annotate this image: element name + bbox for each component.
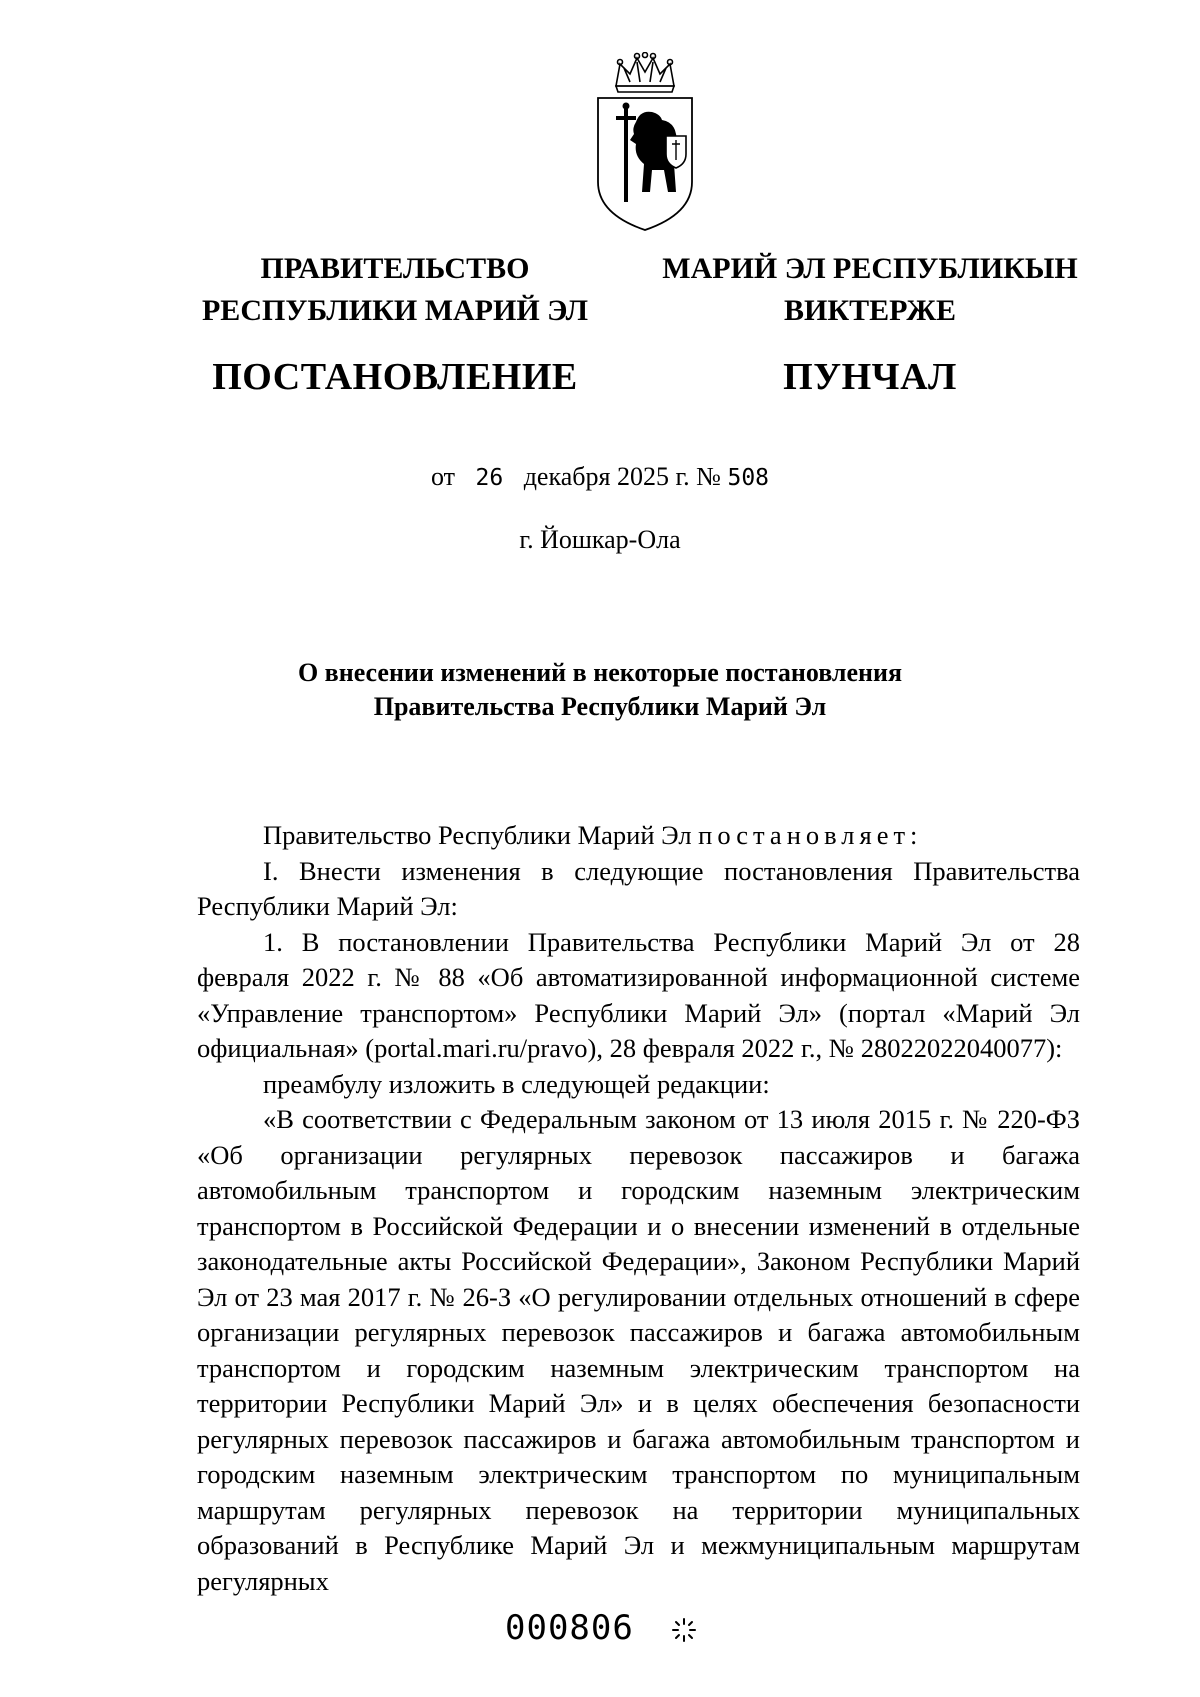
intro-text: Правительство Республики Марий Эл (263, 820, 699, 850)
item-1-paragraph: 1. В постановлении Правительства Республики Марий Эл от 28 февраля 2022 г. № 88 «Об автоматизированной информационной системе «Управление транспортом» Республики Марий Эл» (портал «Марий Эл официальная» (portal.mari.ru/pravo), 28 февраля 2022 г., № 28022022040077): (197, 926, 1080, 1063)
issuer-mari-line-2: ВИКТЕРЖЕ (783, 294, 957, 327)
document-subject (200, 656, 1000, 724)
subject-line-2: Правительства Республики Марий Эл (373, 692, 827, 721)
document-type-title-mari: ПУНЧАЛ (783, 356, 957, 398)
issuer-mari-line-1: МАРИЙ ЭЛ РЕСПУБЛИКЫН (662, 252, 1078, 285)
subject-line-1: О внесении изменений в некоторые постановления (297, 658, 903, 687)
coat-of-arms-icon (590, 52, 700, 232)
intro-paragraph (197, 818, 1080, 854)
document-body (197, 818, 1080, 1599)
date-day: 26 (475, 465, 504, 491)
item-i-paragraph: I. Внести изменения в следующие постановления Правительства Республики Марий Эл: (197, 855, 1080, 921)
preamble-paragraph: преамбулу изложить в следующей редакции: (263, 1068, 770, 1099)
quote-paragraph: «В соответствии с Федеральным законом от 13 июля 2015 г. № 220-ФЗ «Об организации регулярных перевозок пассажиров и багажа автомобильным транспортом и городским наземным электрическим транспортом в Российской Федерации и о внесении изменений в отдельные законодательные акты Российской Федерации», Законом Республики Марий Эл от 23 мая 2017 г. № 26-З «О регулировании отдельных отношений в сфере организации регулярных перевозок пассажиров и багажа автомобильным транспортом и городским наземным электрическим транспортом на территории Республики Марий Эл» и в целях обеспечения безопасности регулярных перевозок пассажиров и багажа автомобильным транспортом и городским наземным электрическим транспортом по муниципальным маршрутам регулярных перевозок на территории муниципальных образований в Республике Марий Эл и межмуниципальным маршрутам регулярных (197, 1104, 1080, 1596)
document-number: 508 (727, 465, 770, 491)
intro-action: постановляет: (698, 820, 923, 850)
document-city: г. Йошкар-Ола (519, 525, 681, 554)
asterisk-stamp-icon (670, 1616, 698, 1644)
issuer-line-2: РЕСПУБЛИКИ МАРИЙ ЭЛ (201, 294, 588, 327)
issuer-mari (660, 248, 1080, 400)
document-type-title: ПОСТАНОВЛЕНИЕ (212, 356, 578, 398)
document-date-line (0, 462, 1200, 493)
issuer-russian (195, 248, 595, 400)
date-prefix: от (430, 462, 455, 491)
date-month-year: декабря 2025 г. № (523, 462, 721, 491)
issuer-line-1: ПРАВИТЕЛЬСТВО (260, 252, 530, 285)
serial-number: 000806 (505, 1608, 634, 1648)
